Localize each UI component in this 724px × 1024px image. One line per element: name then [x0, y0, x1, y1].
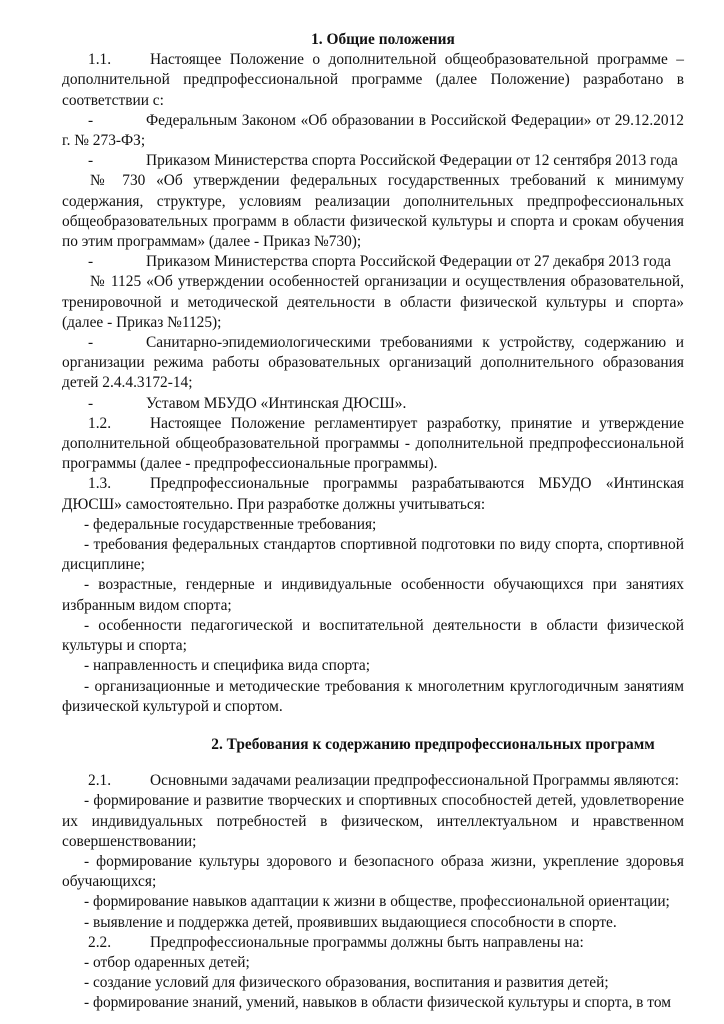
paragraph-text: Настоящее Положение регламентирует разработку, принятие и утверждение дополнительной общеобразовательной программы - дополнительной предпрофессиональной программы (далее - предпрофессиональные программы). [62, 414, 684, 473]
list-item: - формирование культуры здорового и безопасного образа жизни, укрепление здоровья обучающихся; [62, 852, 684, 891]
paragraph-2-2 [62, 933, 684, 953]
basis-text: Приказом Министерства спорта Российской Федерации от 12 сентября 2013 года [146, 152, 678, 170]
paragraph-text: Предпрофессиональные программы разрабатываются МБУДО «Интинская ДЮСШ» самостоятельно. При разработке должны учитываться: [62, 475, 684, 513]
list-item: - отбор одаренных детей; [84, 953, 250, 971]
paragraph-2-1 [62, 771, 684, 791]
paragraph-number: 1.3. [88, 475, 112, 493]
basis-item-4: - Санитарно-эпидемиологическими требованиями к устройству, содержанию и организации режима работы образовательных организаций дополнительного образования детей 2.4.4.3172-14; [62, 334, 684, 392]
basis-item-3-continued: № 1125 «Об утверждении особенностей организации и осуществления образовательной, тренировочной и методической деятельности в области физической культуры и спорта» (далее - Приказ №1125); [62, 273, 684, 331]
paragraph-number: 2.2. [88, 933, 112, 951]
paragraph-1-2 [62, 414, 684, 475]
paragraph-number: 2.1. [88, 772, 112, 790]
paragraph-1-3 [62, 474, 684, 514]
list-item: - особенности педагогической и воспитательной деятельности в области физической культуры и спорта; [62, 616, 684, 655]
list-item: - формирование знаний, умений, навыков в области физической культуры и спорта, в том [84, 994, 671, 1012]
list-item: - создание условий для физического образования, воспитания и развития детей; [84, 974, 609, 992]
list-item: - формирование и развитие творческих и спортивных способностей детей, удовлетворение их индивидуальных потребностей в физическом, интеллектуальном и нравственном совершенствовании; [62, 792, 684, 850]
basis-text: Приказом Министерства спорта Российской Федерации от 27 декабря 2013 года [146, 253, 671, 271]
basis-item-2-continued: № 730 «Об утверждении федеральных государственных требований к минимуму содержания, структуре, условиям реализации дополнительных предпрофессиональных общеобразовательных программ в области физической культуры и спорта и срокам обучения по этим программам» (далее - Приказ №730); [62, 172, 684, 251]
paragraph-text: Настоящее Положение о дополнительной общеобразовательной программе – дополнительной предпрофессиональной программе (далее Положение) разработано в соответствии с: [62, 51, 684, 109]
list-item: - выявление и поддержка детей, проявивших выдающиеся способности в спорте. [84, 913, 617, 931]
paragraph-number: 1.2. [88, 414, 112, 432]
basis-item-1: - Федеральным Законом «Об образовании в Российской Федерации» от 29.12.2012 г. № 273-ФЗ; [62, 111, 684, 150]
list-item: - организационные и методические требования к многолетним круглогодичным занятиям физической культурой и спортом. [62, 677, 684, 715]
basis-item-3: - Приказом Министерства спорта Российской Федерации от 27 декабря 2013 года [88, 253, 671, 271]
basis-text: Уставом МБУДО «Интинская ДЮСШ». [146, 394, 407, 412]
list-item: - возрастные, гендерные и индивидуальные особенности обучающихся при занятиях избранным видом спорта; [62, 576, 684, 614]
basis-item-2: - Приказом Министерства спорта Российской Федерации от 12 сентября 2013 года [88, 152, 678, 170]
paragraph-text: Основными задачами реализации предпрофессиональной Программы являются: [150, 772, 679, 790]
paragraph-1-1 [62, 50, 684, 111]
section-1-title: 1. Общие положения [311, 31, 455, 48]
list-item: - направленность и специфика вида спорта; [84, 657, 371, 675]
list-item: - формирование навыков адаптации к жизни в обществе, профессиональной ориентации; [84, 893, 670, 911]
basis-text: Федеральным Законом «Об образовании в Российской Федерации» от 29.12.2012 г. № 273-ФЗ; [62, 111, 684, 150]
list-item: - требования федеральных стандартов спортивной подготовки по виду спорта, спортивной дисциплине; [62, 536, 684, 574]
paragraph-number: 1.1. [88, 51, 112, 69]
paragraph-text: Предпрофессиональные программы должны быть направлены на: [150, 933, 584, 951]
section-2-title: 2. Требования к содержанию предпрофессиональных программ [211, 735, 655, 753]
basis-text: Санитарно-эпидемиологическими требованиями к устройству, содержанию и организации режима работы образовательных организаций дополнительного образования детей 2.4.4.3172-14; [62, 334, 684, 392]
list-item: - федеральные государственные требования; [84, 515, 377, 533]
basis-item-5: - Уставом МБУДО «Интинская ДЮСШ». [88, 394, 407, 412]
